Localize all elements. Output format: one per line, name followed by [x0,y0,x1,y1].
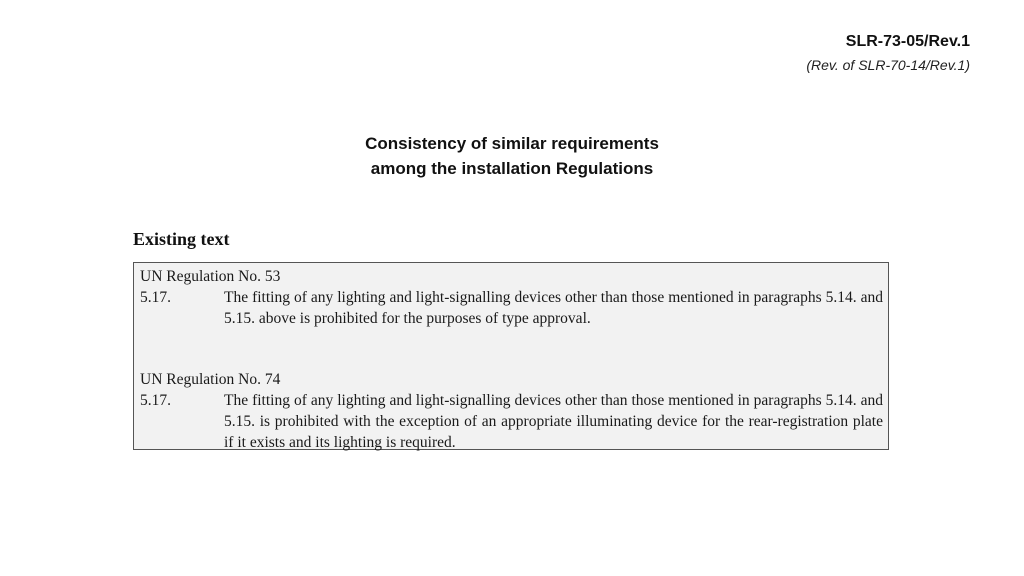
paragraph [140,390,883,453]
page-title [0,131,1024,181]
paragraph-number: 5.17. [140,392,171,409]
title-line-2: among the installation Regulations [370,159,654,178]
regulation-title: UN Regulation No. 53 [140,268,281,285]
document-id: SLR-73-05/Rev.1 [845,33,970,50]
regulation-title: UN Regulation No. 74 [140,371,281,388]
paragraph-text: The fitting of any lighting and light-signalling devices other than those mentioned in paragraphs 5.14. and 5.15. is prohibited with the exception of an appropriate illuminating device for the rear-registration plate if it exists and its lighting is required. [224,392,883,451]
title-line-1: Consistency of similar requirements [365,134,659,153]
paragraph-text: The fitting of any lighting and light-signalling devices other than those mentioned in paragraphs 5.14. and 5.15. above is prohibited for the purposes of type approval. [224,289,883,327]
section-heading: Existing text [133,229,230,249]
regulation-block-53 [140,266,883,329]
regulation-block-74 [140,369,883,453]
existing-text-box [133,262,889,450]
paragraph [140,287,883,329]
document-revision-note: (Rev. of SLR-70-14/Rev.1) [806,57,970,73]
paragraph-number: 5.17. [140,289,171,306]
